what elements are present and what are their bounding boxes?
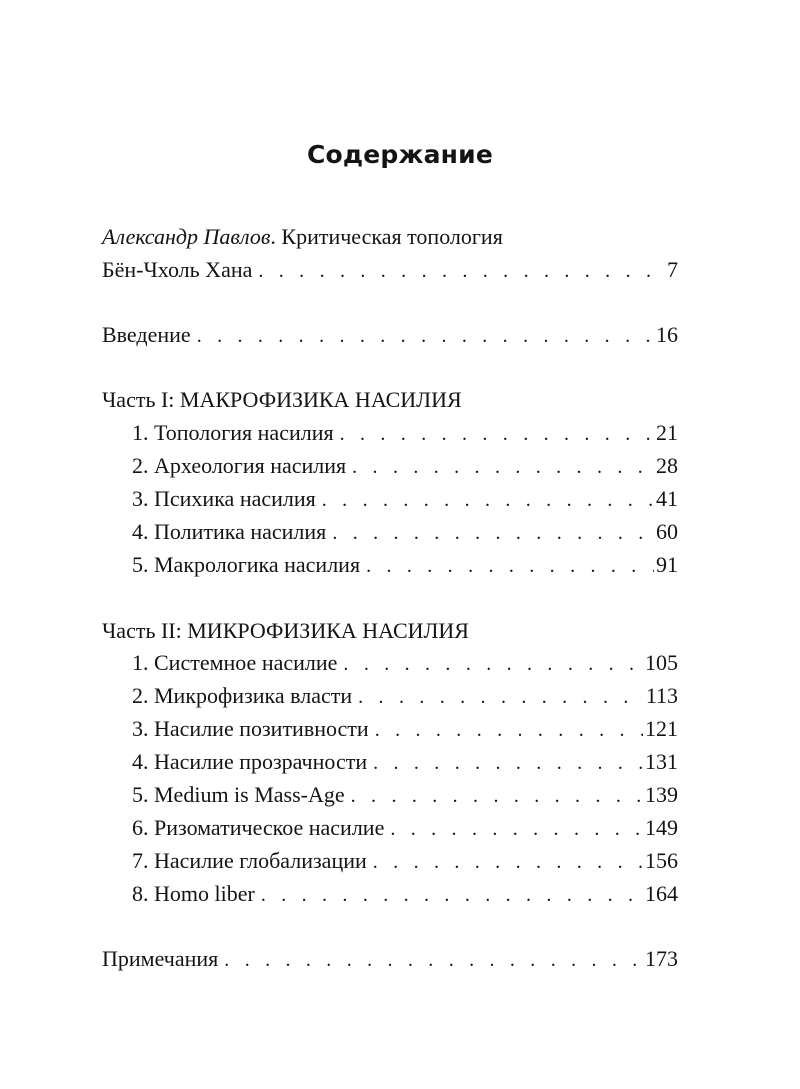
toc-entry-page: 28 — [656, 453, 678, 478]
toc-entry-label: 4. Политика насилия — [132, 519, 327, 544]
foreword-title-line1 — [102, 222, 503, 252]
toc-entry-part1-2[interactable] — [132, 451, 678, 482]
toc-entry-part2-5[interactable] — [132, 780, 678, 811]
toc-entry-part1-3[interactable] — [132, 484, 678, 515]
foreword-title-text: . Критическая топология — [270, 224, 503, 249]
dot-leader — [373, 847, 643, 877]
dot-leader — [390, 814, 643, 844]
toc-entry-label: 5. Макрологика насилия — [132, 552, 361, 577]
dot-leader — [261, 880, 643, 910]
toc-entry-label: Введение — [102, 322, 191, 347]
dot-leader — [358, 682, 644, 712]
toc-entry-part2-3[interactable] — [132, 714, 678, 745]
toc-entry-page: 113 — [645, 683, 678, 708]
toc-entry-intro[interactable] — [102, 320, 678, 351]
toc-entry-page: 21 — [656, 420, 678, 445]
dot-leader — [373, 748, 643, 778]
toc-entry-page: 131 — [645, 749, 678, 774]
toc-entry-page: 7 — [667, 257, 678, 282]
dot-leader — [224, 945, 643, 975]
toc-entry-label: 1. Системное насилие — [132, 650, 338, 675]
toc-entry-part1-1[interactable] — [132, 418, 678, 449]
toc-entry-part1-5[interactable] — [132, 550, 678, 581]
dot-leader — [332, 518, 654, 548]
toc-entry-label: 1. Топология насилия — [132, 420, 334, 445]
toc-entry-notes[interactable] — [102, 944, 678, 975]
toc-entry-page: 156 — [645, 848, 678, 873]
dot-leader — [340, 419, 654, 449]
toc-entry-part2-1[interactable] — [132, 648, 678, 679]
toc-entry-page: 60 — [656, 519, 678, 544]
dot-leader — [197, 321, 654, 351]
toc-entry-page: 41 — [656, 486, 678, 511]
toc-entry-label: 8. Homo liber — [132, 881, 255, 906]
toc-entry-part2-7[interactable] — [132, 846, 678, 877]
toc-entry-part2-4[interactable] — [132, 747, 678, 778]
toc-entry-page: 16 — [656, 322, 678, 347]
dot-leader — [258, 256, 665, 286]
toc-entry-part2-6[interactable] — [132, 813, 678, 844]
toc-entry-label: 2. Археология насилия — [132, 453, 347, 478]
toc-entry-label: Примечания — [102, 946, 219, 971]
toc-entry-label: 4. Насилие прозрачности — [132, 749, 368, 774]
toc-entry-page: 164 — [645, 881, 678, 906]
dot-leader — [322, 485, 654, 515]
dot-leader — [343, 649, 643, 679]
toc-entry-page: 139 — [645, 782, 678, 807]
toc-entry-label: 3. Насилие позитивности — [132, 716, 369, 741]
dot-leader — [366, 551, 654, 581]
toc-entry-page: 121 — [645, 716, 678, 741]
toc-entry-page: 149 — [645, 815, 678, 840]
part1-heading: Часть I: МАКРОФИЗИКА НАСИЛИЯ — [102, 387, 462, 412]
dot-leader — [352, 452, 654, 482]
toc-entry-part2-8[interactable] — [132, 879, 678, 910]
toc-entry-page: 173 — [645, 946, 678, 971]
dot-leader — [351, 781, 643, 811]
toc-entry-page: 105 — [645, 650, 678, 675]
toc-entry-part1-4[interactable] — [132, 517, 678, 548]
toc-entry-label: 5. Medium is Mass-Age — [132, 782, 345, 807]
foreword-author: Александр Павлов — [102, 224, 271, 249]
toc-entry-label: 6. Ризоматическое насилие — [132, 815, 385, 840]
toc-entry-foreword[interactable] — [102, 255, 678, 286]
toc-entry-label: 7. Насилие глобализации — [132, 848, 367, 873]
part2-heading: Часть II: МИКРОФИЗИКА НАСИЛИЯ — [102, 618, 469, 643]
toc-entry-label: 2. Микрофизика власти — [132, 683, 353, 708]
dot-leader — [375, 715, 643, 745]
toc-entry-label: Бён-Чхоль Хана — [102, 257, 253, 282]
toc-entry-part2-2[interactable] — [132, 681, 678, 712]
toc-entry-page: 91 — [656, 552, 678, 577]
toc-entry-label: 3. Психика насилия — [132, 486, 316, 511]
page-title: Содержание — [306, 140, 494, 169]
